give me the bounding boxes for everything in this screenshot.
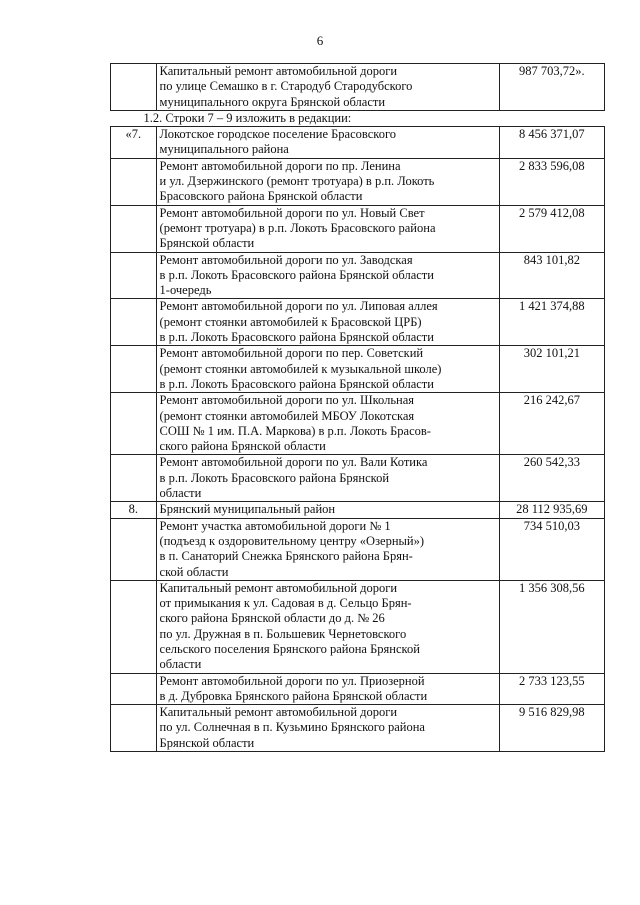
table-row: [111, 518, 605, 580]
description-line: ской области: [159, 564, 229, 579]
amendment-note: 1.2. Строки 7 – 9 изложить в редакции:: [111, 110, 605, 126]
description-line: 1-очередь: [159, 283, 212, 298]
description-line: ского района Брянской области до д. № 26: [159, 611, 385, 626]
table-row: [111, 580, 605, 673]
row-number-cell: 8.: [111, 502, 157, 518]
description-line: в д. Дубровка Брянского района Брянской области: [159, 688, 428, 703]
description-line: Ремонт автомобильной дороги по ул. Заводская: [159, 252, 413, 267]
amount-cell: 987 703,72».: [499, 64, 604, 111]
description-line: СОШ № 1 им. П.А. Маркова) в р.п. Локоть Брасов-: [159, 423, 431, 438]
description-cell: [156, 673, 499, 705]
description-line: в р.п. Локоть Брасовского района Брянской области: [159, 376, 434, 391]
description-line: в р.п. Локоть Брасовского района Брянской области: [159, 330, 434, 345]
description-line: муниципального округа Брянской области: [159, 94, 386, 109]
amount-cell: 1 421 374,88: [499, 299, 604, 346]
description-line: по ул. Солнечная в п. Кузьмино Брянского района: [159, 720, 425, 735]
description-line: (ремонт тротуара) в р.п. Локоть Брасовского района: [159, 220, 436, 235]
table-row: [111, 158, 605, 205]
amount-cell: 28 112 935,69: [499, 502, 604, 518]
row-number-cell: «7.: [111, 127, 157, 159]
description-line: Ремонт автомобильной дороги по ул. Новый Свет: [159, 205, 425, 220]
table-group-row: [111, 502, 605, 518]
description-line: сельского поселения Брянского района Брянской: [159, 641, 420, 656]
description-line: Ремонт автомобильной дороги по ул. Липовая аллея: [159, 299, 438, 314]
amount-cell: 2 579 412,08: [499, 205, 604, 252]
row-number-cell: [111, 346, 157, 393]
amount-cell: 216 242,67: [499, 393, 604, 455]
amendment-note-row: [111, 110, 605, 126]
table-row: [111, 252, 605, 299]
row-number-cell: [111, 205, 157, 252]
program-table-body: [111, 64, 605, 752]
description-cell: [156, 455, 499, 502]
row-number-cell: [111, 455, 157, 502]
amount-cell: 1 356 308,56: [499, 580, 604, 673]
description-cell: [156, 158, 499, 205]
table-row: [111, 64, 605, 111]
description-line: в р.п. Локоть Брасовского района Брянской: [159, 470, 390, 485]
description-line: области: [159, 486, 202, 501]
table-row: [111, 455, 605, 502]
description-line: муниципального района: [159, 142, 289, 157]
amount-cell: 2 833 596,08: [499, 158, 604, 205]
description-line: Капитальный ремонт автомобильной дороги: [159, 64, 398, 78]
description-line: Ремонт автомобильной дороги по ул. Приозерной: [159, 673, 425, 688]
description-line: (ремонт стоянки автомобилей к Брасовской ЦРБ): [159, 314, 422, 329]
row-number-cell: [111, 580, 157, 673]
description-cell: [156, 64, 499, 111]
description-cell: [156, 299, 499, 346]
description-cell: [156, 252, 499, 299]
description-cell: [156, 580, 499, 673]
table-row: [111, 393, 605, 455]
table-row: [111, 673, 605, 705]
row-number-cell: [111, 252, 157, 299]
table-group-row: [111, 127, 605, 159]
description-line: Ремонт автомобильной дороги по ул. Школьная: [159, 393, 415, 408]
description-line: (ремонт стоянки автомобилей к музыкальной школе): [159, 361, 442, 376]
description-line: Брянской области: [159, 236, 255, 251]
amount-cell: 2 733 123,55: [499, 673, 604, 705]
description-line: (ремонт стоянки автомобилей МБОУ Локотская: [159, 408, 415, 423]
row-number-cell: [111, 518, 157, 580]
amount-cell: 8 456 371,07: [499, 127, 604, 159]
description-line: от примыкания к ул. Садовая в д. Сельцо Брян-: [159, 596, 412, 611]
description-cell: [156, 518, 499, 580]
description-line: Капитальный ремонт автомобильной дороги: [159, 705, 398, 720]
description-line: по ул. Дружная в п. Большевик Чернетовского: [159, 626, 407, 641]
description-line: Ремонт автомобильной дороги по пр. Ленина: [159, 158, 401, 173]
description-line: Ремонт автомобильной дороги по пер. Советский: [159, 346, 424, 361]
table-row: [111, 705, 605, 752]
description-cell: [156, 346, 499, 393]
description-line: по улице Семашко в г. Стародуб Стародубского: [159, 79, 413, 94]
description-line: области: [159, 657, 202, 672]
row-number-cell: [111, 393, 157, 455]
row-number-cell: [111, 673, 157, 705]
row-number-cell: [111, 64, 157, 111]
description-cell: [156, 205, 499, 252]
table-row: [111, 299, 605, 346]
description-cell: [156, 127, 499, 159]
description-line: и ул. Дзержинского (ремонт тротуара) в р.п. Локоть: [159, 174, 435, 189]
table-row: [111, 205, 605, 252]
row-number-cell: [111, 299, 157, 346]
description-line: в п. Санаторий Снежка Брянского района Брян-: [159, 549, 413, 564]
description-cell: [156, 393, 499, 455]
description-line: Брасовского района Брянской области: [159, 189, 363, 204]
description-line: в р.п. Локоть Брасовского района Брянской области: [159, 267, 434, 282]
description-cell: [156, 705, 499, 752]
amount-cell: 734 510,03: [499, 518, 604, 580]
program-table: [110, 63, 605, 752]
description-line: (подъезд к оздоровительному центру «Озерный»): [159, 533, 425, 548]
description-cell: [156, 502, 499, 518]
row-number-cell: [111, 158, 157, 205]
description-line: Брянской области: [159, 735, 255, 750]
description-line: Ремонт участка автомобильной дороги № 1: [159, 518, 391, 533]
description-line: Капитальный ремонт автомобильной дороги: [159, 580, 398, 595]
row-number-cell: [111, 705, 157, 752]
amount-cell: 9 516 829,98: [499, 705, 604, 752]
description-line: Ремонт автомобильной дороги по ул. Вали Котика: [159, 455, 428, 470]
amount-cell: 843 101,82: [499, 252, 604, 299]
description-line: ского района Брянской области: [159, 439, 326, 454]
description-line: Локотское городское поселение Брасовского: [159, 127, 397, 142]
page-number: 6: [316, 33, 324, 48]
table-row: [111, 346, 605, 393]
amount-cell: 260 542,33: [499, 455, 604, 502]
description-line: Брянский муниципальный район: [159, 502, 336, 517]
amount-cell: 302 101,21: [499, 346, 604, 393]
